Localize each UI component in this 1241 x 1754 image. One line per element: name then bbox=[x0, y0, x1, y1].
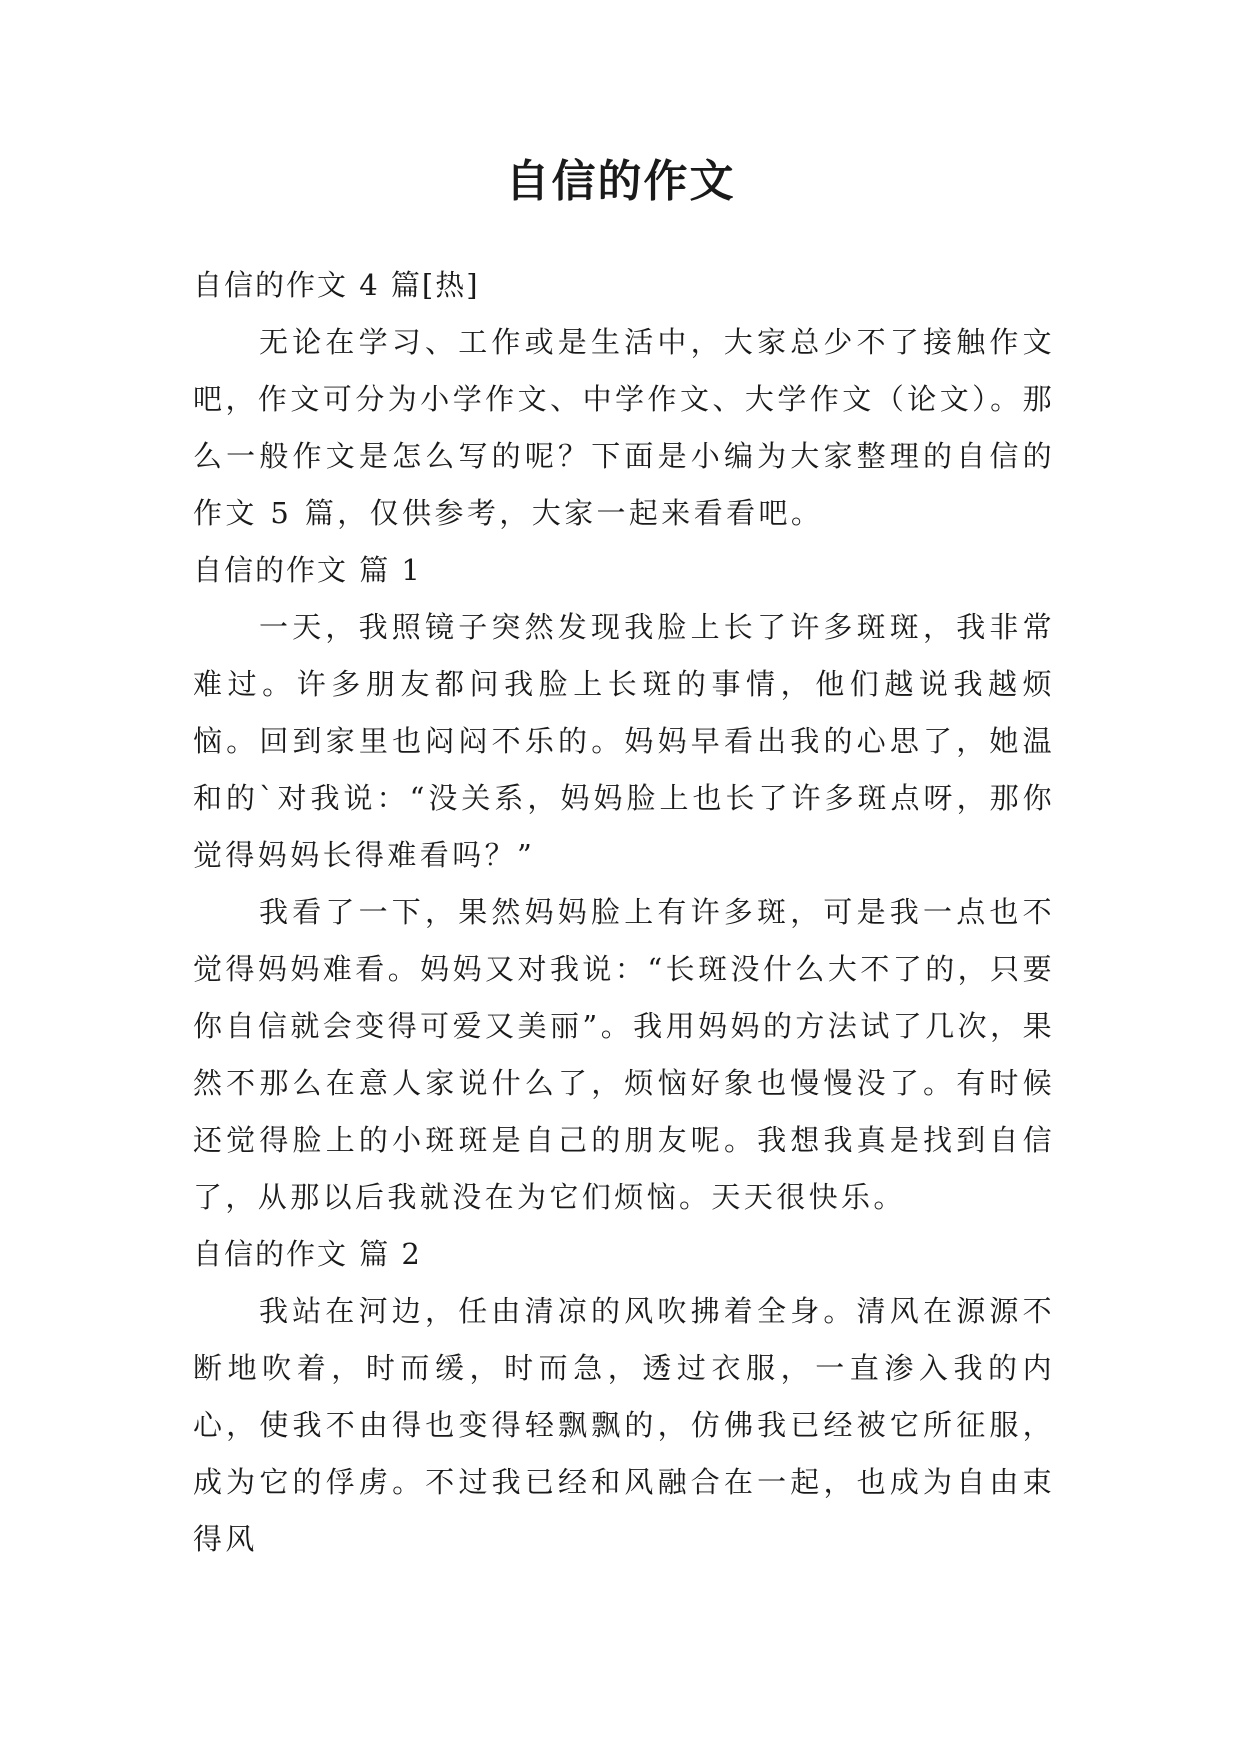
document-subtitle: 自信的作文 4 篇[热] bbox=[193, 268, 480, 302]
section-1-paragraph-2: 我看了一下，果然妈妈脸上有许多斑，可是我一点也不觉得妈妈难看。妈妈又对我说：“长斑没什么大不了的，只要你自信就会变得可爱又美丽”。我用妈妈的方法试了几次，果然不那么在意人家说什么了，烦恼好象也慢慢没了。有时候还觉得脸上的小斑斑是自己的朋友呢。我想我真是找到自信了，从那以后我就没在为它们烦恼。天天很快乐。 bbox=[193, 895, 1055, 1214]
document-title: 自信的作文 bbox=[505, 156, 736, 207]
section-heading-2: 自信的作文 篇 2 bbox=[193, 1237, 422, 1271]
section-2-paragraph-1: 我站在河边，任由清凉的风吹拂着全身。清风在源源不断地吹着，时而缓，时而急，透过衣服，一直渗入我的内心，使我不由得也变得轻飘飘的，仿佛我已经被它所征服，成为它的俘虏。不过我已经和风融合在一起，也成为自由束得风 bbox=[193, 1294, 1055, 1556]
intro-paragraph: 无论在学习、工作或是生活中，大家总少不了接触作文吧，作文可分为小学作文、中学作文、大学作文（论文）。那么一般作文是怎么写的呢？下面是小编为大家整理的自信的作文 5 篇，仅供参考，大家一起来看看吧。 bbox=[193, 325, 1055, 530]
section-heading-1: 自信的作文 篇 1 bbox=[193, 553, 422, 587]
document-body bbox=[193, 257, 1055, 1568]
section-1-paragraph-1: 一天，我照镜子突然发现我脸上长了许多斑斑，我非常难过。许多朋友都问我脸上长斑的事情，他们越说我越烦恼。回到家里也闷闷不乐的。妈妈早看出我的心思了，她温和的`对我说：“没关系，妈妈脸上也长了许多斑点呀，那你觉得妈妈长得难看吗？” bbox=[193, 610, 1055, 872]
